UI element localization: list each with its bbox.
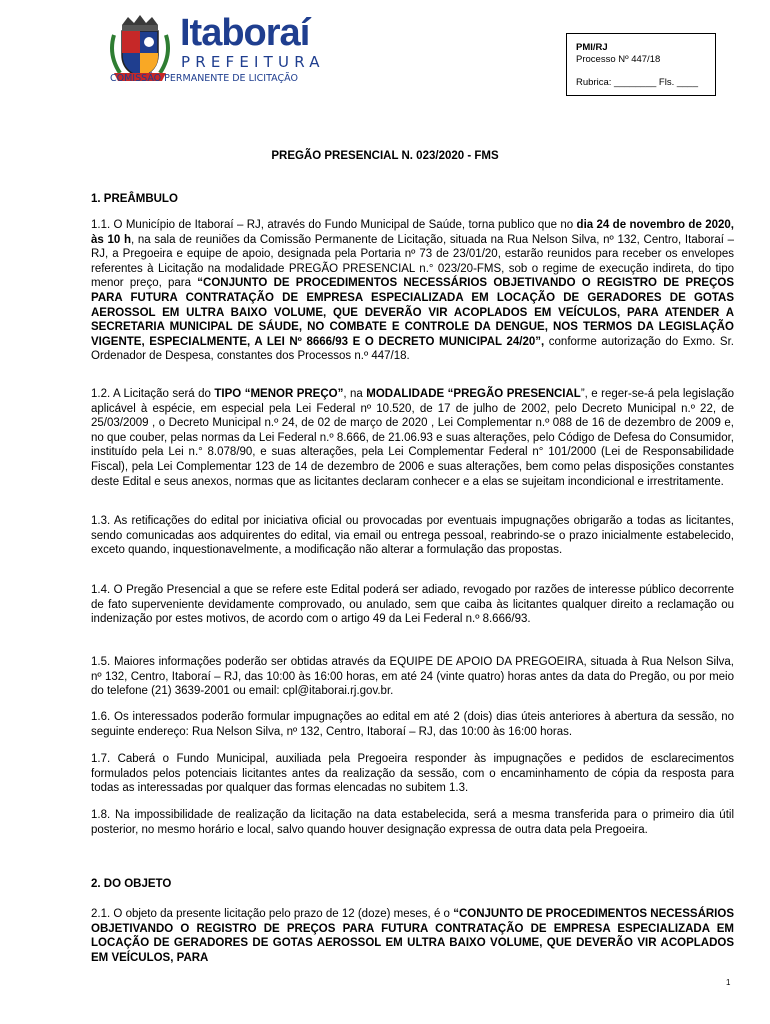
section-heading-objeto: 2. DO OBJETO [91, 878, 172, 890]
process-stamp [566, 33, 716, 96]
p12-text-e: ”, e reger-se-á pela legislação aplicável à espécie, em especial pela Lei Federal nº 10.520, de 17 de julho de 2002, pelo Decreto Municipal n.º 22, de 25/03/2009 , o Decreto Municipal n.º 24, de 02 de março de 2020 , Lei Complementar n.º 088 de 16 de dezembro de 2009 e, no que couber, pelas normas da Lei Federal n.º 8.666, de 21.06.93 e suas alterações, pelo Código de Defesa do Consumidor, instituído pela Lei n.° 8.078/90, e suas alterações, pela Lei Complementar Federal n° 101/2000 (Lei de Responsabilidade Fiscal), pela Lei Complementar 123 de 14 de dezembro de 2006 e suas alterações, bem como pelas disposições constantes deste Edital e seus anexos, normas que as licitantes declaram conhecer e a elas se sujeitam incondicional e irrestritamente. [91, 388, 734, 488]
stamp-org: PMI/RJ [576, 42, 608, 53]
p12-tipo: TIPO “MENOR PREÇO” [214, 388, 344, 400]
paragraph-1-4: 1.4. O Pregão Presencial a que se refere este Edital poderá ser adiado, revogado por razões de interesse público decorrente de fato superveniente devidamente comprovado, ou anulado, sem que caiba às licitantes qualquer direito a reclamação ou indenização por estes motivos, de acordo com o artigo 49 da Lei Federal n.º 8.666/93. [91, 584, 734, 626]
p11-object: “CONJUNTO DE PROCEDIMENTOS NECESSÁRIOS OBJETIVANDO O REGISTRO DE PREÇOS PARA FUTURA CONTRATAÇÃO DE EMPRESA ESPECIALIZADA EM LOCAÇÃO DE GERADORES DE GOTAS AEROSSOL EM ULTRA BAIXO VOLUME, QUE DEVERÃO VIR ACOPLADOS EM VEÍCULOS, PARA ATENDER A SECRETARIA MUNICIPAL DE SÁUDE, NO COMBATE E CONTROLE DA DENGUE, NOS TERMOS DA LEGISLAÇÃO VIGENTE, ESPECIALMENTE, A LEI Nº 8666/93 E O DECRETO MUNICIPAL 24/20”, [91, 277, 734, 348]
p11-text-c: , na sala de reuniões da Comissão Permanente de Licitação, situada na Rua Nelson Silva, nº 132, Centro, Itaboraí – RJ, a Pregoeira e equipe de apoio, designada pela Portaria nº 73 de 23/01/20, estarão reunidos para receber os envelopes referentes à Licitação na modalidade PREGÃO PRESENCIAL n.° 023/20-FMS, sob o regime de execução indireta, do tipo menor preço, para [91, 233, 735, 290]
paragraph-1-8: 1.8. Na impossibilidade de realização da licitação na data estabelecida, será a mesma transferida para o primeiro dia útil posterior, no mesmo horário e local, salvo quando houver designação expressa de outra data pela Pregoeira. [91, 809, 734, 836]
p11-date: dia 24 de novembro de 2020, às 10 h [91, 219, 734, 246]
paragraph-1-2 [91, 387, 734, 489]
stamp-rubrica: Rubrica: ________ Fls. ____ [576, 77, 698, 88]
paragraph-1-3: 1.3. As retificações do edital por iniciativa oficial ou provocadas por eventuais impugnações obrigarão a todas as licitantes, sendo comunicadas aos adquirentes do edital, via email ou entrega pessoal, reabrindo-se o prazo inicialmente estabelecido, exceto quando, inquestionavelmente, a modificação não alterar a formulação das propostas. [91, 515, 734, 557]
p11-text-e: conforme autorização do Exmo. Sr. Ordenador de Despesa, constantes dos Processos n.º 447/18. [91, 335, 734, 363]
stamp-process: Processo Nº 447/18 [576, 54, 661, 65]
paragraph-1-1 [91, 218, 734, 364]
brand-name: Itaboraí [180, 12, 310, 54]
paragraph-1-5: 1.5. Maiores informações poderão ser obtidas através da EQUIPE DE APOIO DA PREGOEIRA, situada à Rua Nelson Silva, nº 132, Centro, Itaboraí – RJ, das 10:00 às 16:00 horas, em até 24 (vinte quatro) horas antes da data do Pregão, ou por meio do telefone (21) 3639-2001 ou email: cpl@itaborai.rj.gov.br. [91, 656, 734, 698]
p21-text-a: 2.1. O objeto da presente licitação pelo prazo de 12 (doze) meses, é o [91, 908, 454, 920]
commission-name: COMISSÃO PERMANENTE DE LICITAÇÃO [110, 73, 298, 84]
page-number: 1 [726, 978, 731, 987]
brand-subtitle: PREFEITURA [181, 53, 325, 71]
section-heading-preambulo: 1. PREÂMBULO [91, 193, 178, 205]
p21-object: “CONJUNTO DE PROCEDIMENTOS NECESSÁRIOS OBJETIVANDO O REGISTRO DE PREÇOS PARA FUTURA CONTRATAÇÃO DE EMPRESA ESPECIALIZADA EM LOCAÇÃO DE GERADORES DE GOTAS AEROSSOL EM ULTRA BAIXO VOLUME, QUE DEVERÃO VIR ACOPLADOS EM VEÍCULOS, PARA [91, 908, 734, 964]
p11-text-a: 1.1. O Município de Itaboraí – RJ, através do Fundo Municipal de Saúde, torna publico que no [91, 219, 577, 231]
p12-text-a: 1.2. A Licitação será do [91, 388, 215, 400]
prefeitura-logo [108, 12, 338, 87]
paragraph-1-6: 1.6. Os interessados poderão formular impugnações ao edital em até 2 (dois) dias úteis anteriores à abertura da sessão, no seguinte endereço: Rua Nelson Silva, nº 132, Centro, Itaboraí – RJ, das 10:00 às 16:00 horas. [91, 711, 734, 738]
p12-modalidade: MODALIDADE “PREGÃO PRESENCIAL [366, 388, 581, 400]
p12-text-c: , na [343, 388, 367, 400]
document-title: PREGÃO PRESENCIAL N. 023/2020 - FMS [271, 150, 499, 162]
paragraph-2-1 [91, 907, 734, 965]
paragraph-1-7: 1.7. Caberá o Fundo Municipal, auxiliada pela Pregoeira responder às impugnações e pedidos de esclarecimentos formulados pelos potenciais licitantes antes da realização da sessão, com o encaminhamento de cópia da resposta para todas as interessadas por qualquer das formas elencadas no subitem 1.3. [91, 753, 734, 795]
